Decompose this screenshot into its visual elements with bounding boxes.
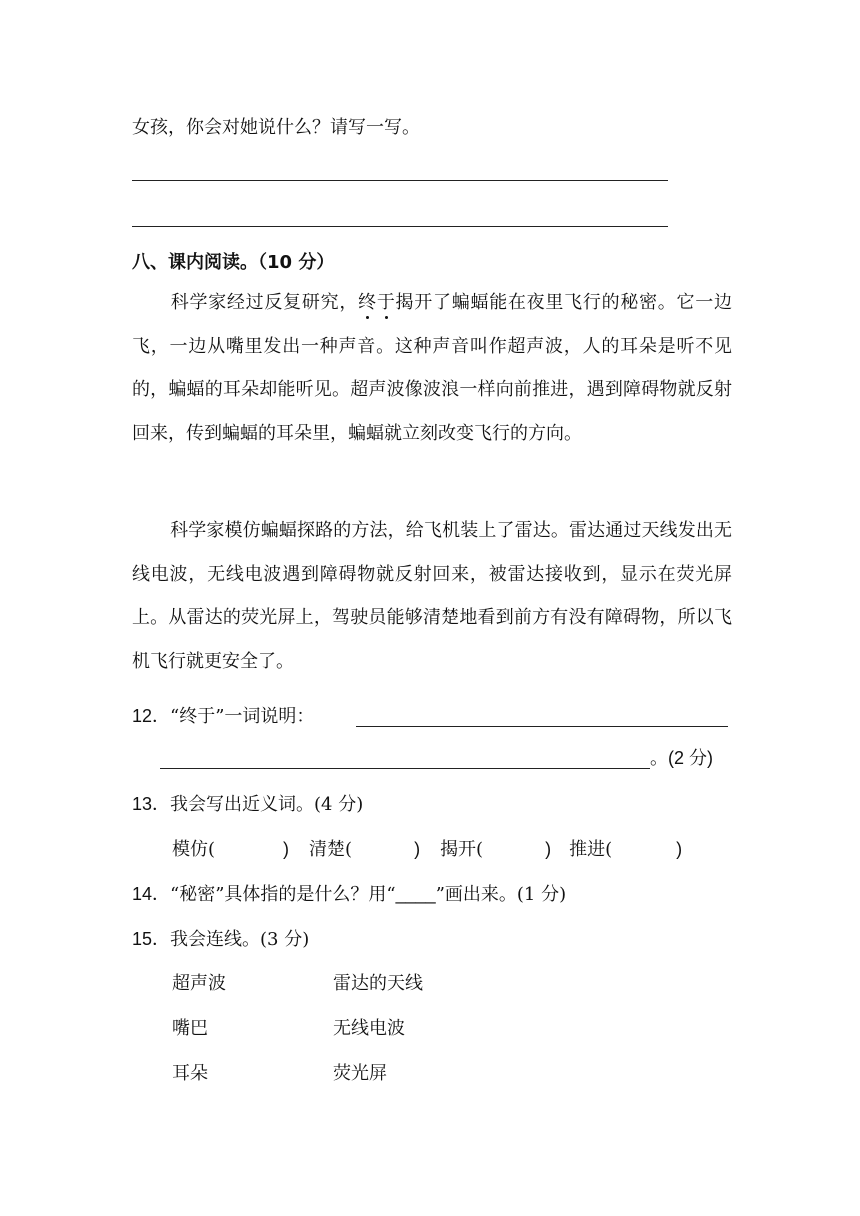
match-right-1[interactable]: 雷达的天线 bbox=[333, 973, 423, 994]
question-13 bbox=[132, 792, 363, 817]
question-15-text: 我会连线。(3 分) bbox=[170, 929, 310, 950]
emphasis-char-zhong: 终 bbox=[358, 292, 377, 313]
passage-p1-start: 科学家经过反复研究， bbox=[170, 292, 359, 313]
answer-line-1[interactable] bbox=[132, 180, 668, 181]
synonym-close-4: ) bbox=[676, 839, 683, 859]
passage-paragraph-2 bbox=[132, 509, 732, 683]
emphasis-char-yu: 于 bbox=[376, 292, 396, 313]
question-15 bbox=[132, 927, 309, 952]
passage-p2-text: 科学家模仿蝙蝠探路的方法，给飞机装上了雷达。雷达通过天线发出无线电波，无线电波遇到障碍物就反射回来，被雷达接收到，显示在荧光屏上。从雷达的荧光屏上，驾驶员能够清楚地看到前方有没有障碍物，所以飞机飞行就更安全了。 bbox=[132, 520, 732, 672]
question-12-points: 。(2 分) bbox=[650, 748, 713, 768]
match-left-3[interactable]: 耳朵 bbox=[172, 1063, 208, 1084]
synonym-word-1: 模仿( bbox=[172, 839, 216, 860]
underline-sample: ____ bbox=[395, 884, 436, 904]
synonym-close-3: ) bbox=[545, 839, 552, 859]
question-14 bbox=[132, 882, 566, 907]
match-left-2[interactable]: 嘴巴 bbox=[172, 1018, 208, 1039]
question-12-text: “终于”一词说明： bbox=[170, 706, 315, 727]
passage-p1-rest: 揭开了蝙蝠能在夜里飞行的秘密。它一边飞，一边从嘴里发出一种声音。这种声音叫作超声波，人的耳朵是听不见的，蝙蝠的耳朵却能听见。超声波像波浪一样向前推进，遇到障碍物就反射回来，传到蝙蝠的耳朵里，蝙蝠就立刻改变飞行的方向。 bbox=[132, 292, 733, 444]
match-right-3[interactable]: 荧光屏 bbox=[333, 1063, 387, 1084]
question-14-number: 14． bbox=[132, 884, 171, 904]
question-12-answer-line-1[interactable] bbox=[356, 726, 728, 727]
match-left-1[interactable]: 超声波 bbox=[172, 973, 226, 994]
match-right-2[interactable]: 无线电波 bbox=[333, 1018, 405, 1039]
question-14-text-b: ”画出来。(1 分) bbox=[435, 884, 567, 905]
synonym-close-1: ) bbox=[283, 839, 290, 859]
passage-paragraph-1 bbox=[132, 281, 732, 455]
synonym-close-2: ) bbox=[414, 839, 421, 859]
question-13-number: 13． bbox=[132, 794, 171, 814]
question-13-text: 我会写出近义词。(4 分) bbox=[170, 794, 364, 815]
question-15-number: 15． bbox=[132, 929, 171, 949]
synonym-word-2: 清楚( bbox=[309, 839, 353, 860]
synonym-row bbox=[172, 837, 682, 862]
synonym-word-4: 推进( bbox=[569, 839, 613, 860]
question-12-answer-line-2[interactable] bbox=[160, 768, 650, 769]
synonym-word-3: 揭开( bbox=[440, 839, 484, 860]
previous-question-tail: 女孩，你会对她说什么？请写一写。 bbox=[132, 117, 420, 138]
section-heading: 八、课内阅读。（10 分） bbox=[132, 252, 335, 273]
question-12 bbox=[132, 704, 314, 729]
question-12-number: 12． bbox=[132, 706, 171, 726]
answer-line-2[interactable] bbox=[132, 226, 668, 227]
question-14-text-a: “秘密”具体指的是什么？用“ bbox=[170, 884, 396, 905]
